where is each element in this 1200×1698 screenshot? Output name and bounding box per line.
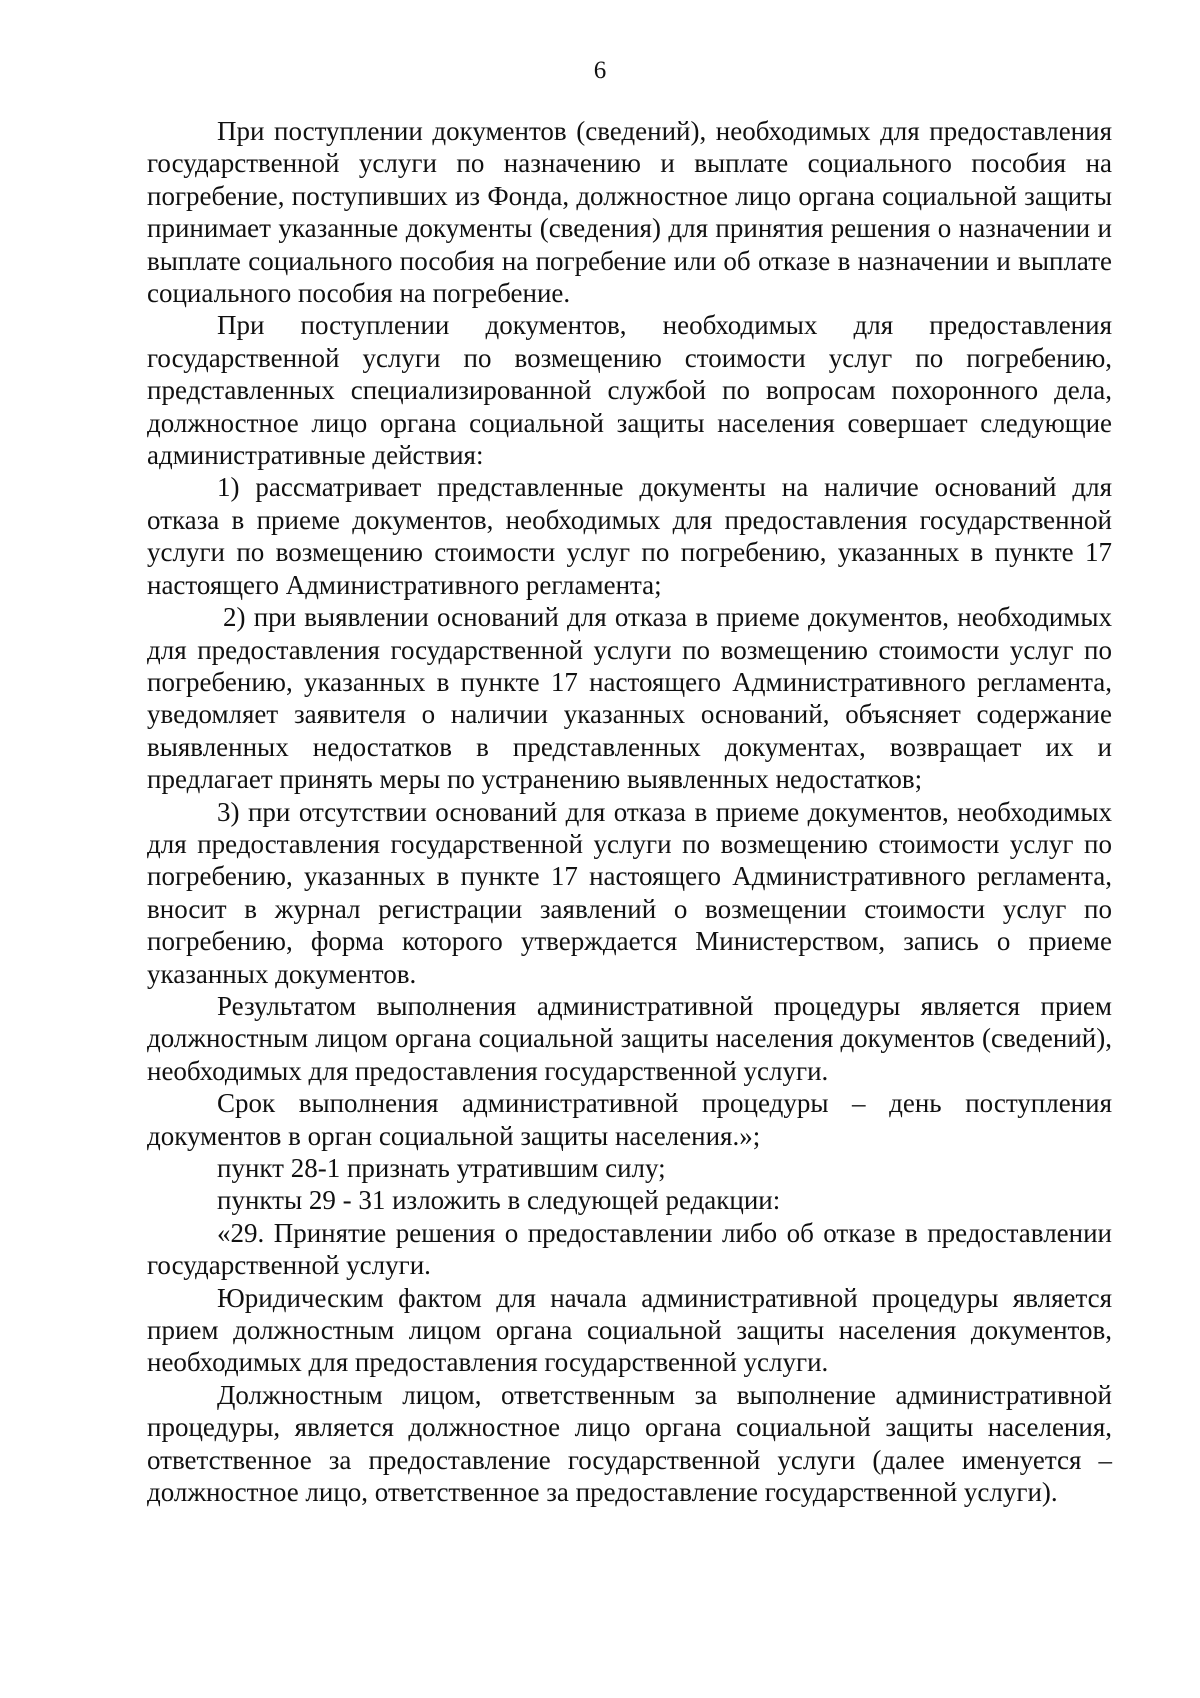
list-item: 1) рассматривает представленные документы на наличие оснований для отказа в приеме документов, необходимых для предоставления государственной услуги по возмещению стоимости услуг по погребению, указанных в пункте 17 настоящего Административного регламента; (147, 472, 1112, 600)
paragraph: пункт 28-1 признать утратившим силу; (217, 1153, 666, 1183)
list-item: 2) при выявлении оснований для отказа в приеме документов, необходимых для предоставления государственной услуги по возмещению стоимости услуг по погребению, указанных в пункте 17 настоящего Административного регламента, уведомляет заявителя о наличии указанных оснований, объясняет содержание выявленных недостатков в представленных документах, возвращает их и предлагает принять меры по устранению выявленных недостатков; (147, 602, 1112, 795)
document-body (147, 115, 1112, 1508)
paragraph: пункты 29 - 31 изложить в следующей редакции: (217, 1185, 781, 1216)
page-number: 6 (593, 57, 607, 84)
paragraph: При поступлении документов, необходимых для предоставления государственной услуги по возмещению стоимости услуг по погребению, представленных специализированной службой по вопросам похоронного дела, должностное лицо органа социальной защиты населения совершает следующие административные действия: (147, 310, 1112, 471)
paragraph: Результатом выполнения административной процедуры является прием должностным лицом органа социальной защиты населения документов (сведений), необходимых для предоставления государственной услуги. (147, 990, 1112, 1086)
paragraph: Срок выполнения административной процедуры – день поступления документов в орган социальной защиты населения.»; (147, 1088, 1112, 1151)
list-item: 3) при отсутствии оснований для отказа в приеме документов, необходимых для предоставления государственной услуги по возмещению стоимости услуг по погребению, указанных в пункте 17 настоящего Административного регламента, вносит в журнал регистрации заявлений о возмещении стоимости услуг по погребению, форма которого утверждается Министерством, запись о приеме указанных документов. (147, 796, 1112, 989)
paragraph: Юридическим фактом для начала административной процедуры является прием должностным лицом органа социальной защиты населения документов, необходимых для предоставления государственной услуги. (147, 1282, 1112, 1378)
paragraph: Должностным лицом, ответственным за выполнение административной процедуры, является должностное лицо органа социальной защиты населения, ответственное за предоставление государственной услуги (далее именуется – должностное лицо, ответственное за предоставление государственной услуги). (147, 1379, 1112, 1508)
paragraph: При поступлении документов (сведений), необходимых для предоставления государственной услуги по назначению и выплате социального пособия на погребение, поступивших из Фонда, должностное лицо органа социальной защиты принимает указанные документы (сведения) для принятия решения о назначении и выплате социального пособия на погребение или об отказе в назначении и выплате социального пособия на погребение. (147, 116, 1112, 309)
section-heading: «29. Принятие решения о предоставлении либо об отказе в предоставлении государственной услуги. (147, 1217, 1112, 1281)
